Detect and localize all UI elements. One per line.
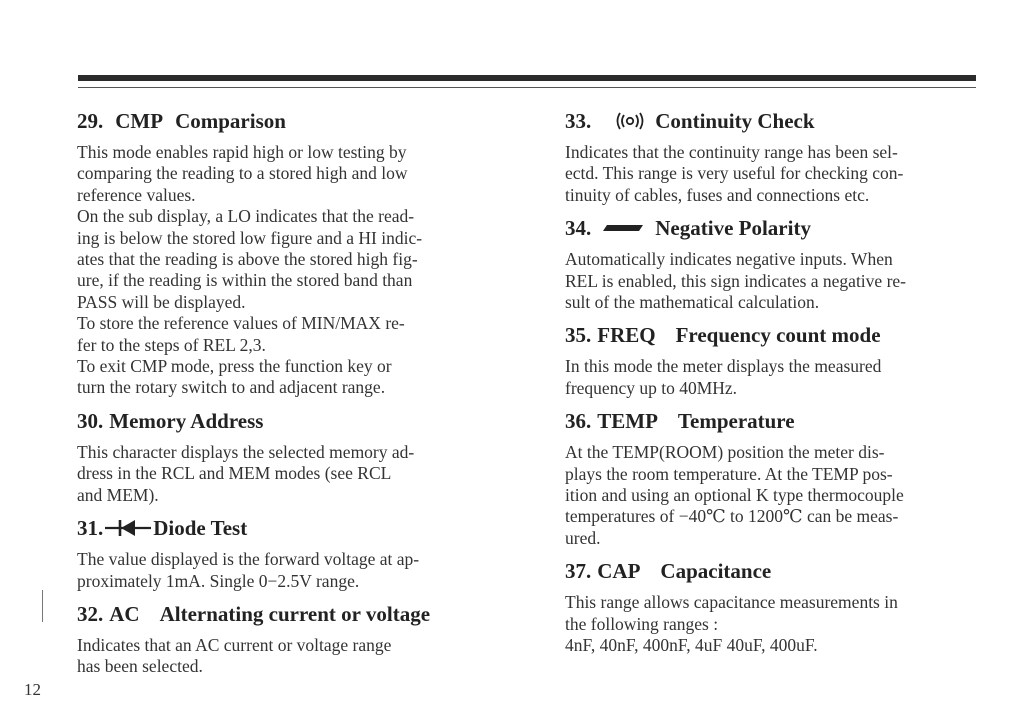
section-title: Memory Address	[109, 408, 264, 433]
section-cmp	[77, 108, 501, 399]
section-heading	[565, 558, 985, 584]
section-temp	[565, 408, 985, 549]
section-title: Comparison	[175, 109, 286, 133]
body-line: the following ranges :	[565, 613, 719, 634]
section-code: CAP	[597, 559, 641, 584]
section-heading	[77, 601, 501, 627]
body-line: ured.	[565, 527, 601, 548]
page-number: 12	[24, 680, 41, 699]
section-heading	[565, 408, 985, 434]
body-line: To store the reference values of MIN/MAX re-	[77, 313, 405, 334]
body-line: sult of the mathematical calculation.	[565, 292, 820, 313]
body-line: and MEM).	[77, 484, 159, 505]
section-diode	[77, 515, 501, 592]
section-number: 29.	[77, 109, 104, 133]
section-body	[77, 142, 501, 399]
section-memory	[77, 408, 501, 506]
section-body	[565, 592, 985, 656]
body-line: Indicates that the continuity range has been sel-	[565, 142, 898, 162]
continuity-icon	[613, 111, 647, 131]
body-line: comparing the reading to a stored high and low	[77, 163, 408, 184]
body-line: temperatures of −40℃ to 1200℃ can be meas-	[565, 506, 899, 527]
section-body	[77, 549, 501, 592]
body-line: In this mode the meter displays the measured	[565, 356, 882, 377]
body-line: proximately 1mA. Single 0−2.5V range.	[77, 570, 360, 591]
section-code: AC	[109, 601, 140, 626]
section-number: 31.	[77, 516, 104, 541]
section-title: Negative Polarity	[655, 216, 811, 241]
section-number: 30.	[77, 408, 104, 433]
body-line: ates that the reading is above the stored high fig-	[77, 249, 418, 270]
body-line: Automatically indicates negative inputs. When	[565, 249, 893, 270]
margin-mark	[42, 590, 43, 622]
left-column	[77, 108, 501, 687]
body-line: The value displayed is the forward voltage at ap-	[77, 549, 420, 570]
body-line: frequency up to 40MHz.	[565, 377, 738, 398]
section-heading	[77, 515, 501, 541]
body-line: ure, if the reading is within the stored band than	[77, 270, 413, 291]
section-number: 33.	[565, 109, 592, 133]
section-continuity	[565, 108, 985, 206]
section-heading	[565, 215, 985, 241]
section-heading	[77, 108, 501, 134]
section-heading	[77, 408, 501, 434]
section-body	[77, 442, 501, 506]
section-number: 36.	[565, 409, 592, 434]
right-column	[565, 108, 985, 666]
section-body	[565, 142, 985, 206]
section-number: 37.	[565, 559, 592, 584]
body-line: This range allows capacitance measurements in	[565, 592, 898, 613]
section-heading	[565, 322, 985, 348]
section-title: Alternating current or voltage	[159, 601, 431, 626]
body-line: dress in the RCL and MEM modes (see RCL	[77, 463, 392, 484]
body-line: Indicates that an AC current or voltage range	[77, 634, 392, 655]
section-freq	[565, 322, 985, 399]
section-negative	[565, 215, 985, 313]
body-line: has been selected.	[77, 656, 203, 677]
body-line: ing is below the stored low figure and a HI indic-	[77, 227, 423, 248]
diode-icon	[105, 518, 151, 538]
section-cap	[565, 558, 985, 656]
section-code: FREQ	[597, 323, 656, 348]
section-title: Frequency count mode	[675, 323, 881, 348]
body-line: reference values.	[77, 184, 196, 205]
section-number: 34.	[565, 216, 592, 241]
section-title: Diode Test	[153, 516, 248, 541]
section-number: 35.	[565, 323, 592, 348]
body-line: This character displays the selected memory ad-	[77, 441, 415, 462]
section-code: TEMP	[597, 409, 658, 434]
body-line: On the sub display, a LO indicates that the read-	[77, 206, 415, 227]
body-line: At the TEMP(ROOM) position the meter dis-	[565, 442, 885, 463]
negative-bar-icon	[603, 221, 643, 235]
section-body	[565, 356, 985, 399]
body-line: ition and using an optional K type thermocouple	[565, 485, 904, 506]
body-line: ectd. This range is very useful for checking con-	[565, 163, 904, 184]
section-title: Continuity Check	[655, 109, 815, 133]
body-line: plays the room temperature. At the TEMP pos-	[565, 463, 893, 484]
body-line: To exit CMP mode, press the function key or	[77, 356, 392, 377]
body-line: REL is enabled, this sign indicates a negative re-	[565, 270, 906, 291]
section-heading	[565, 108, 985, 134]
section-body	[565, 442, 985, 549]
section-number: 32.	[77, 601, 104, 626]
section-body	[77, 635, 501, 678]
section-title: Temperature	[677, 409, 795, 434]
section-ac	[77, 601, 501, 678]
header-rule-thick	[78, 75, 976, 81]
section-body	[565, 249, 985, 313]
body-line: 4nF, 40nF, 400nF, 4uF 40uF, 400uF.	[565, 635, 818, 656]
body-line: turn the rotary switch to and adjacent range.	[77, 377, 386, 398]
section-title: Capacitance	[660, 559, 772, 584]
body-line: This mode enables rapid high or low testing by	[77, 142, 407, 162]
body-line: tinuity of cables, fuses and connections etc.	[565, 184, 870, 205]
section-code: CMP	[115, 109, 164, 133]
body-line: fer to the steps of REL 2,3.	[77, 334, 266, 355]
header-rule-thin	[78, 87, 976, 88]
body-line: PASS will be displayed.	[77, 291, 246, 312]
